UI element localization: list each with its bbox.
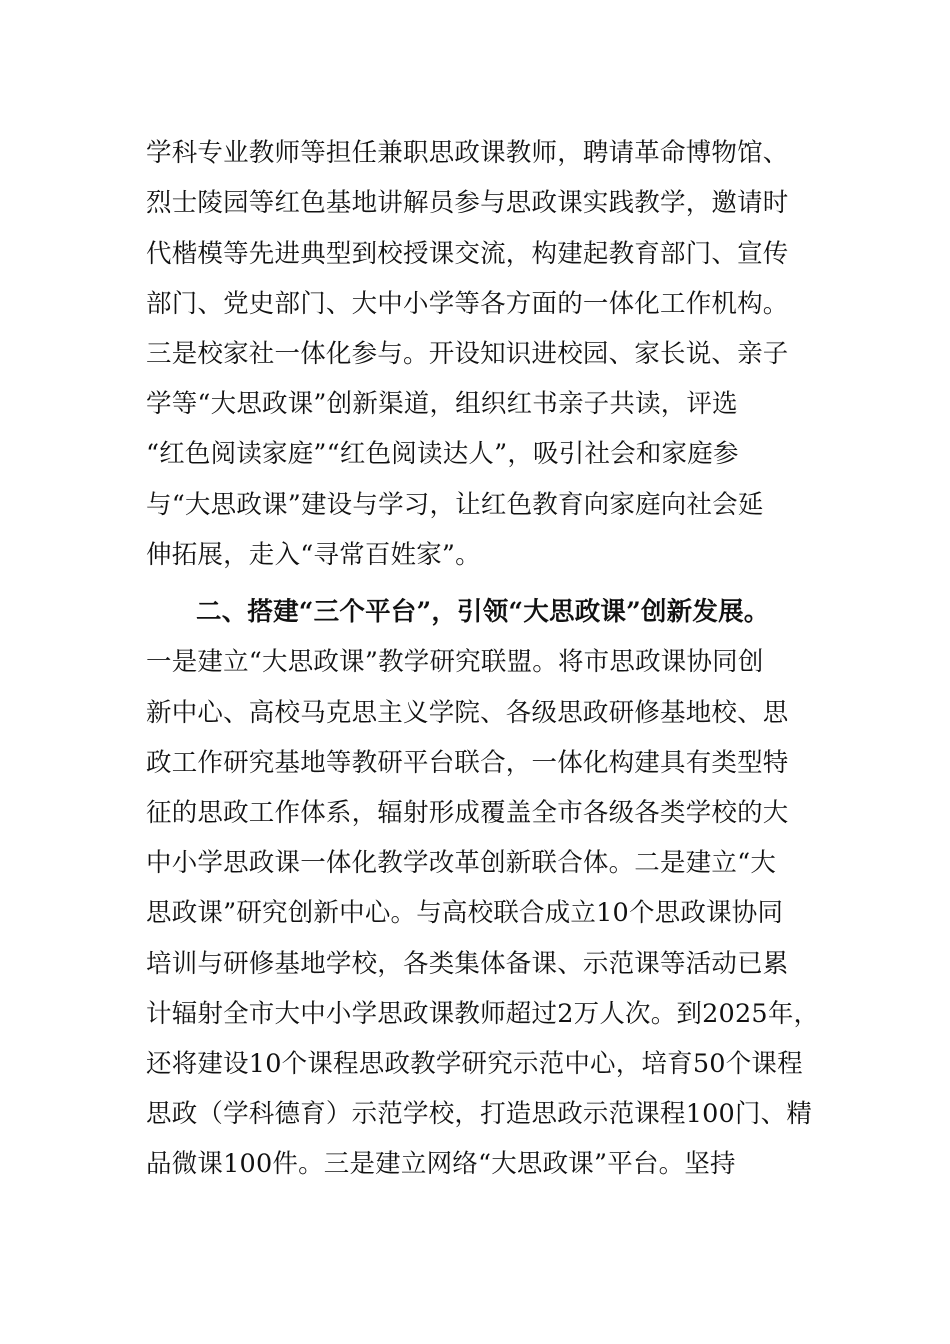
paragraph-line: 伸拓展，走入“寻常百姓家”。 — [146, 540, 481, 570]
paragraph-line: 征的思政工作体系，辐射形成覆盖全市各级各类学校的大 — [146, 798, 789, 828]
paragraph-line: 学等“大思政课”创新渠道，组织红书亲子共读，评选 — [146, 389, 738, 419]
paragraph-line: 新中心、高校马克思主义学院、各级思政研修基地校、思 — [146, 698, 789, 728]
paragraph-line: 与“大思政课”建设与学习，让红色教育向家庭向社会延 — [146, 490, 764, 520]
paragraph-line: 思政（学科德育）示范学校，打造思政示范课程100门、精 — [146, 1099, 813, 1129]
paragraph-line: 品微课100件。三是建立网络“大思政课”平台。坚持 — [146, 1149, 736, 1179]
paragraph-line: 政工作研究基地等教研平台联合，一体化构建具有类型特 — [146, 748, 789, 778]
paragraph-line: 三是校家社一体化参与。开设知识进校园、家长说、亲子 — [146, 339, 789, 369]
section-heading — [146, 592, 826, 632]
paragraph-line: “红色阅读家庭”“红色阅读达人”，吸引社会和家庭参 — [146, 439, 739, 469]
section-heading-text: 二、搭建“三个平台”，引领“大思政课”创新发展。 — [196, 597, 770, 627]
paragraph-line: 一是建立“大思政课”教学研究联盟。将市思政课协同创 — [146, 647, 764, 677]
paragraph-line: 还将建设10个课程思政教学研究示范中心，培育50个课程 — [146, 1049, 803, 1079]
paragraph-line: 中小学思政课一体化教学改革创新联合体。二是建立“大 — [146, 848, 777, 878]
paragraph-line: 烈士陵园等红色基地讲解员参与思政课实践教学，邀请时 — [146, 188, 789, 218]
paragraph-line: 代楷模等先进典型到校授课交流，构建起教育部门、宣传 — [146, 239, 789, 269]
paragraph-line: 学科专业教师等担任兼职思政课教师，聘请革命博物馆、 — [146, 138, 789, 168]
paragraph-line: 培训与研修基地学校，各类集体备课、示范课等活动已累 — [146, 949, 789, 979]
paragraph-line: 思政课”研究创新中心。与高校联合成立10个思政课协同 — [146, 898, 784, 928]
paragraph-line: 部门、党史部门、大中小学等各方面的一体化工作机构。 — [146, 289, 789, 319]
paragraph-line: 计辐射全市大中小学思政课教师超过2万人次。到2025年， — [146, 999, 820, 1029]
